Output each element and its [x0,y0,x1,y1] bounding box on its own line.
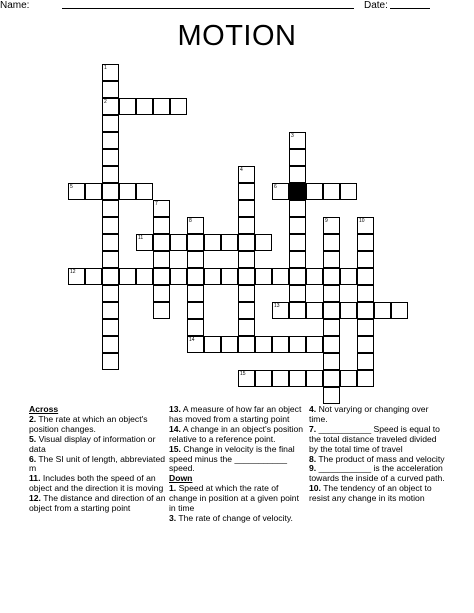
answer-cell[interactable] [102,217,119,234]
answer-cell[interactable] [136,234,153,251]
answer-cell[interactable] [221,268,238,285]
answer-cell[interactable] [289,302,306,319]
answer-cell[interactable] [306,370,323,387]
clue-number: 13 [274,303,280,309]
answer-cell[interactable] [238,268,255,285]
answer-cell[interactable] [102,353,119,370]
answer-cell[interactable] [289,285,306,302]
answer-cell[interactable] [102,285,119,302]
clue-number: 7 [155,201,158,207]
answer-cell[interactable] [289,370,306,387]
clue-across-2: 2. The rate at which an object's position changes. [29,413,148,434]
answer-cell[interactable] [221,234,238,251]
answer-cell[interactable] [136,268,153,285]
answer-cell[interactable] [374,302,391,319]
answer-cell[interactable] [221,336,238,353]
right-clues-column [309,405,445,504]
clue-across-14: 14. A change in an object's position relative to a reference point. [169,423,304,444]
answer-cell[interactable] [170,268,187,285]
answer-cell[interactable] [238,251,255,268]
answer-cell[interactable] [102,251,119,268]
answer-cell[interactable] [289,149,306,166]
answer-cell[interactable] [357,302,374,319]
answer-cell[interactable] [238,183,255,200]
answer-cell[interactable] [306,183,323,200]
answer-cell[interactable] [357,234,374,251]
answer-cell[interactable] [170,98,187,115]
answer-cell[interactable] [357,353,374,370]
answer-cell[interactable] [102,132,119,149]
answer-cell[interactable] [68,183,85,200]
answer-cell[interactable] [102,302,119,319]
down-heading: Down [169,473,193,484]
answer-cell[interactable] [153,234,170,251]
answer-cell[interactable] [102,81,119,98]
clue-number: 2 [104,99,107,105]
answer-cell[interactable] [323,251,340,268]
clue-number: 5 [70,184,73,190]
answer-cell[interactable] [340,370,357,387]
answer-cell[interactable] [323,387,340,404]
answer-cell[interactable] [119,98,136,115]
answer-cell[interactable] [272,268,289,285]
answer-cell[interactable] [119,268,136,285]
answer-cell[interactable] [289,217,306,234]
name-label: Name: [0,0,30,11]
answer-cell[interactable] [323,234,340,251]
answer-cell[interactable] [102,319,119,336]
answer-cell[interactable] [238,370,255,387]
clue-across-11: 11. Includes both the speed of an object and the direction it is moving [29,473,164,494]
answer-cell[interactable] [68,268,85,285]
answer-cell[interactable] [255,268,272,285]
answer-cell[interactable] [153,217,170,234]
answer-cell[interactable] [323,353,340,370]
answer-cell[interactable] [187,251,204,268]
answer-cell[interactable] [238,234,255,251]
answer-cell[interactable] [102,336,119,353]
answer-cell[interactable] [85,183,102,200]
answer-cell[interactable] [306,336,323,353]
clue-number: 8 [189,218,192,224]
answer-cell[interactable] [238,166,255,183]
answer-cell[interactable] [323,370,340,387]
middle-clues-column [169,405,306,524]
answer-cell[interactable] [272,370,289,387]
answer-cell[interactable] [255,370,272,387]
answer-cell[interactable] [204,234,221,251]
answer-cell[interactable] [357,370,374,387]
clue-across-13: 13. A measure of how far an object has moved from a starting point [169,404,302,424]
answer-cell[interactable] [323,336,340,353]
answer-cell[interactable] [238,285,255,302]
answer-cell[interactable] [340,268,357,285]
answer-cell[interactable] [357,251,374,268]
answer-cell[interactable] [238,217,255,234]
answer-cell[interactable] [153,251,170,268]
clue-number: 3 [291,133,294,139]
answer-cell[interactable] [340,302,357,319]
clue-number: 11 [138,235,144,241]
clue-down-7: 7. ___________ Speed is equal to the total distance traveled divided by the total time of travel [309,423,440,454]
answer-cell[interactable] [391,302,408,319]
answer-cell[interactable] [204,336,221,353]
clue-down-3: 3. The rate of change of velocity. [169,512,293,523]
answer-cell[interactable] [357,336,374,353]
answer-cell[interactable] [119,183,136,200]
answer-cell[interactable] [136,98,153,115]
answer-cell[interactable] [238,336,255,353]
clue-number: 12 [70,269,76,275]
answer-cell[interactable] [323,268,340,285]
answer-cell[interactable] [153,268,170,285]
answer-cell[interactable] [187,285,204,302]
answer-cell[interactable] [340,183,357,200]
answer-cell[interactable] [289,268,306,285]
clue-number: 4 [240,167,243,173]
clue-number: 6 [274,184,277,190]
answer-cell[interactable] [323,183,340,200]
across-clues-column [29,405,167,514]
answer-cell[interactable] [187,217,204,234]
answer-cell[interactable] [357,319,374,336]
answer-cell[interactable] [306,268,323,285]
clue-across-12: 12. The distance and direction of an object from a starting point [29,493,166,514]
answer-cell[interactable] [289,166,306,183]
answer-cell[interactable] [238,302,255,319]
clue-number: 14 [189,337,195,343]
answer-cell[interactable] [289,234,306,251]
answer-cell[interactable] [153,98,170,115]
answer-cell[interactable] [357,285,374,302]
answer-cell[interactable] [238,200,255,217]
answer-cell[interactable] [289,200,306,217]
answer-cell[interactable] [289,132,306,149]
answer-cell[interactable] [136,183,153,200]
answer-cell[interactable] [170,234,187,251]
answer-cell[interactable] [272,336,289,353]
answer-cell[interactable] [289,336,306,353]
clue-number: 1 [104,65,107,71]
answer-cell[interactable] [187,336,204,353]
answer-cell[interactable] [102,183,119,200]
answer-cell[interactable] [306,302,323,319]
black-square [289,183,306,200]
clue-down-1: 1. Speed at which the rate of change in position at a given point in time [169,483,299,514]
across-heading: Across [29,404,59,414]
answer-cell[interactable] [323,285,340,302]
date-label: Date: [364,0,388,11]
clue-number: 15 [240,371,246,377]
answer-cell[interactable] [102,166,119,183]
answer-cell[interactable] [357,268,374,285]
answer-cell[interactable] [153,302,170,319]
clue-across-5: 5. Visual display of information or data [29,433,156,454]
answer-cell[interactable] [102,98,119,115]
answer-cell[interactable] [102,200,119,217]
answer-cell[interactable] [187,234,204,251]
answer-cell[interactable] [289,251,306,268]
answer-cell[interactable] [153,200,170,217]
answer-cell[interactable] [204,268,221,285]
answer-cell[interactable] [357,217,374,234]
clue-across-15: 15. Change in velocity is the final speed minus the ___________ speed. [169,443,295,474]
answer-cell[interactable] [102,64,119,81]
answer-cell[interactable] [85,268,102,285]
answer-cell[interactable] [323,302,340,319]
answer-cell[interactable] [187,302,204,319]
clue-across-6: 6. The SI unit of length, abbreviated m [29,453,166,474]
answer-cell[interactable] [255,234,272,251]
answer-cell[interactable] [153,285,170,302]
clue-down-4: 4. Not varying or changing over time. [309,404,429,424]
clue-number: 10 [359,218,365,224]
page-title: MOTION [177,20,297,52]
answer-cell[interactable] [272,302,289,319]
clue-down-9: 9. ___________ is the acceleration towards the inside of a curved path. [309,463,445,484]
answer-cell[interactable] [238,319,255,336]
answer-cell[interactable] [272,183,289,200]
answer-cell[interactable] [323,217,340,234]
answer-cell[interactable] [102,234,119,251]
answer-cell[interactable] [102,149,119,166]
answer-cell[interactable] [187,268,204,285]
clue-down-8: 8. The product of mass and velocity [309,453,445,464]
clue-down-10: 10. The tendency of an object to resist any change in its motion [309,483,432,504]
answer-cell[interactable] [255,336,272,353]
answer-cell[interactable] [187,319,204,336]
answer-cell[interactable] [102,115,119,132]
answer-cell[interactable] [102,268,119,285]
answer-cell[interactable] [323,319,340,336]
clue-number: 9 [325,218,328,224]
